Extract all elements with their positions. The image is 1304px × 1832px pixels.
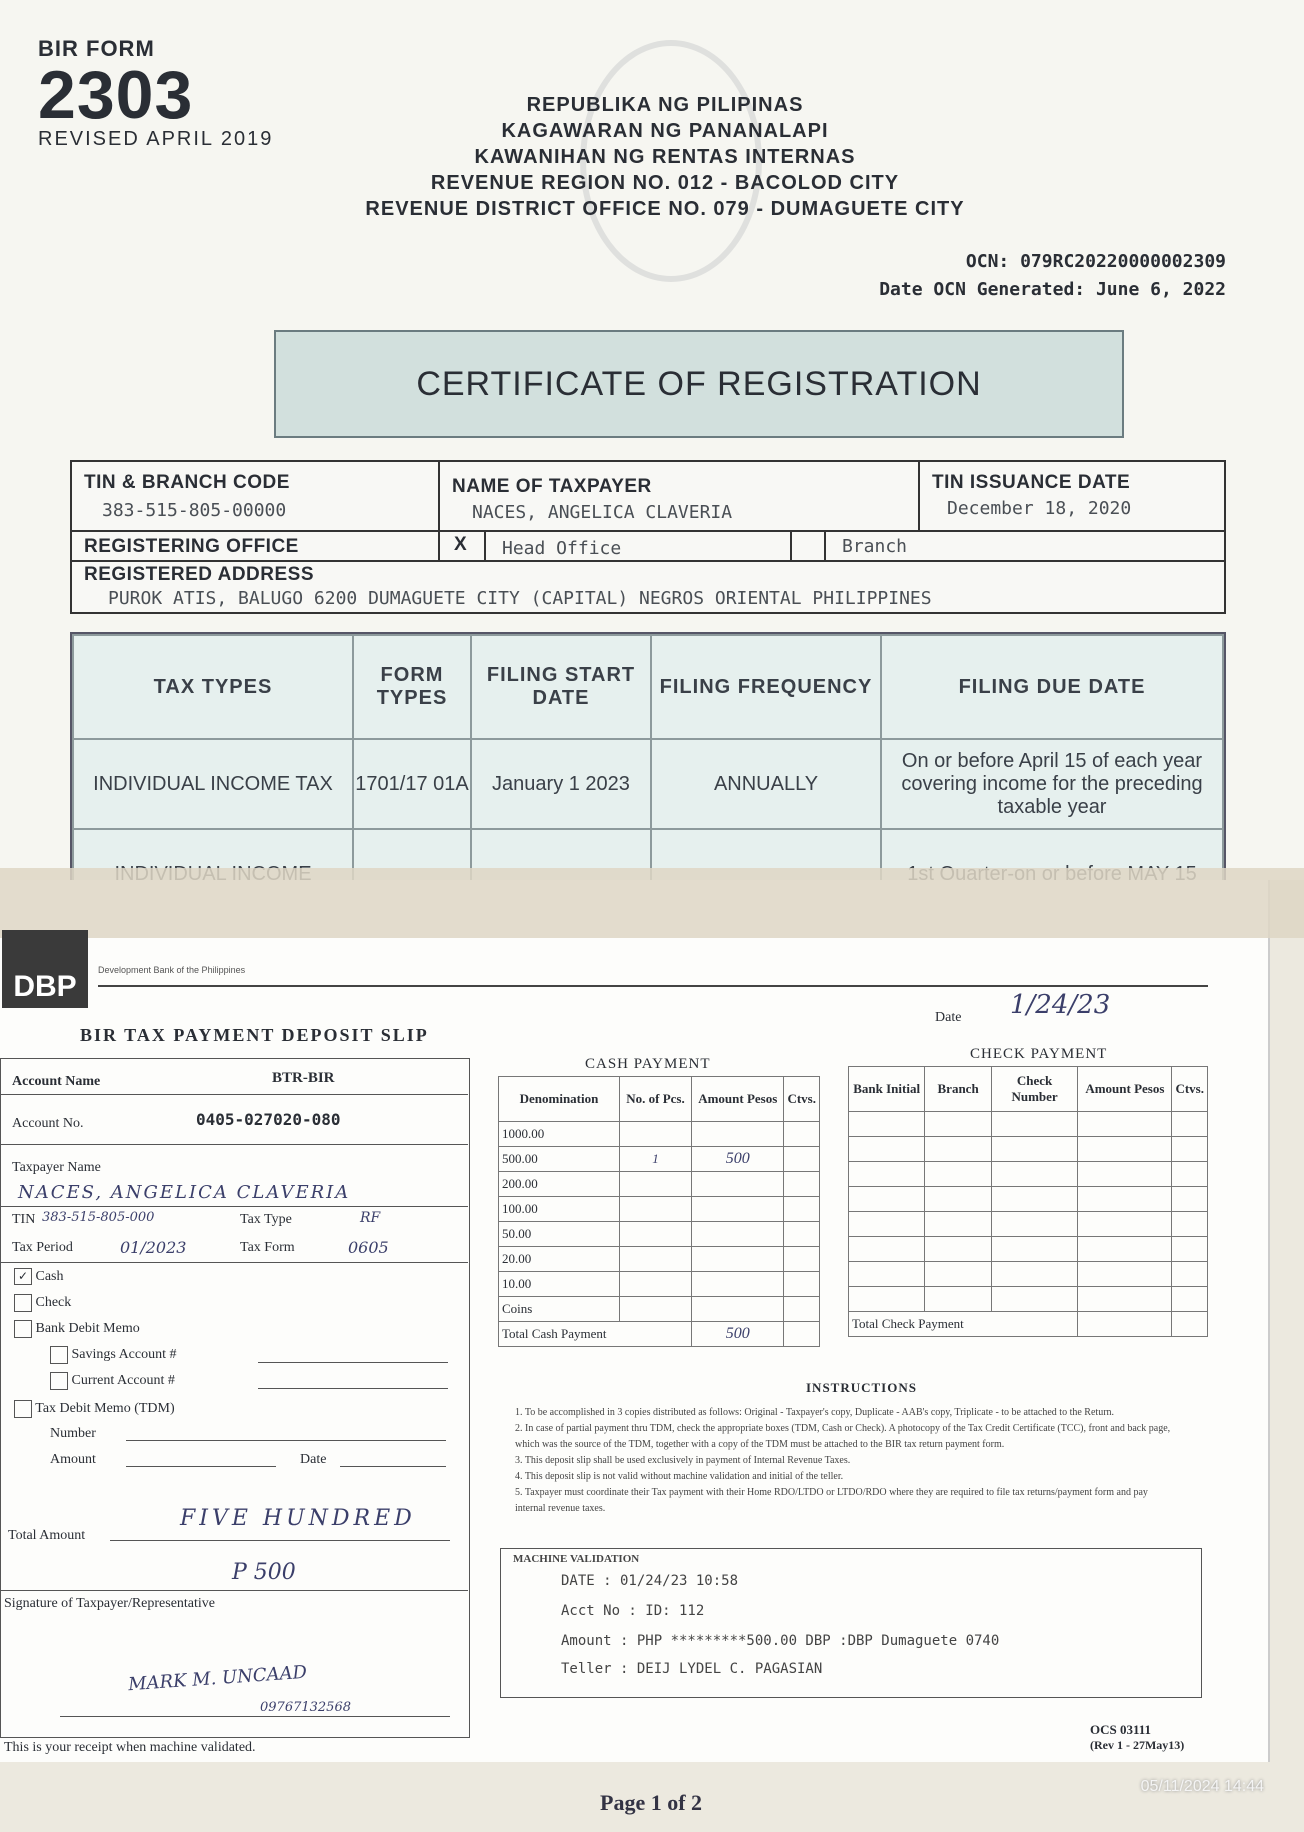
name-label: NAME OF TAXPAYER — [452, 476, 652, 497]
pcs-cell — [619, 1297, 691, 1322]
start-date-cell: January 1 2023 — [471, 739, 651, 829]
form-label: BIR FORM — [38, 36, 155, 61]
table-row — [499, 1297, 820, 1322]
amount-cell — [692, 1297, 784, 1322]
denomination-cell: 1000.00 — [499, 1122, 620, 1147]
checkbox[interactable] — [14, 1320, 32, 1338]
signature-label: Signature of Taxpayer/Representative — [4, 1596, 216, 1611]
ctvs-cell — [784, 1272, 820, 1297]
ocn-date: Date OCN Generated: June 6, 2022 — [879, 279, 1226, 300]
total-amount-figure: P 500 — [232, 1560, 296, 1585]
tax-form-label: Tax Form — [240, 1240, 295, 1255]
amount-cell: 500 — [692, 1147, 784, 1172]
check-col-amount: Amount Pesos — [1078, 1067, 1172, 1112]
header-rule — [98, 985, 1208, 987]
denomination-cell: 500.00 — [499, 1147, 620, 1172]
frequency-cell: ANNUALLY — [651, 739, 881, 829]
account-no-value: 0405-027020-080 — [196, 1110, 341, 1129]
tax-type-value: RF — [360, 1210, 381, 1226]
total-cash-value: 500 — [692, 1322, 784, 1347]
col-tax-types: TAX TYPES — [73, 635, 353, 739]
taxpayer-name-value: NACES, ANGELICA CLAVERIA — [18, 1182, 351, 1203]
cash-payment-table — [498, 1076, 820, 1347]
checkbox[interactable] — [14, 1294, 32, 1312]
denomination-cell: 100.00 — [499, 1197, 620, 1222]
tape-strip — [0, 868, 1304, 938]
ocn-number: OCN: 079RC20220000002309 — [965, 251, 1226, 272]
pcs-cell — [619, 1197, 691, 1222]
tax-period-label: Tax Period — [12, 1240, 73, 1255]
table-row — [499, 1122, 820, 1147]
denomination-cell: 20.00 — [499, 1247, 620, 1272]
col-filing-due: FILING DUE DATE — [881, 635, 1223, 739]
savings-account-option[interactable] — [50, 1346, 177, 1364]
ctvs-cell — [784, 1247, 820, 1272]
amount-cell — [692, 1247, 784, 1272]
bank-name: Development Bank of the Philippines — [98, 965, 246, 975]
table-row — [73, 739, 1223, 829]
ctvs-cell — [784, 1222, 820, 1247]
table-row — [499, 1222, 820, 1247]
payment-check-option[interactable] — [14, 1294, 71, 1312]
ocn-block — [879, 248, 1226, 304]
form-id-block — [38, 36, 273, 151]
instruction-item: 1. To be accomplished in 3 copies distributed as follows: Original - Taxpayer's copy, Duplicate - AAB's copy, Triplicate - to be attached to the Return. — [515, 1407, 1115, 1418]
check-label: Check — [35, 1295, 72, 1310]
account-name-label: Account Name — [12, 1074, 101, 1089]
pcs-cell — [619, 1122, 691, 1147]
number-label: Number — [50, 1426, 96, 1441]
cash-col-denom: Denomination — [499, 1077, 620, 1122]
due-date-cell: On or before April 15 of each year covering income for the preceding taxable year — [881, 739, 1223, 829]
machine-line: Amount : PHP *********500.00 DBP :DBP Dumaguete 0740 — [561, 1633, 1000, 1649]
agency-header — [330, 92, 1000, 222]
checkbox[interactable] — [50, 1372, 68, 1390]
agency-line: REPUBLIKA NG PILIPINAS — [526, 94, 804, 116]
machine-line: Teller : DEIJ LYDEL C. PAGASIAN — [561, 1661, 823, 1677]
checkbox[interactable] — [14, 1400, 32, 1418]
table-row — [499, 1247, 820, 1272]
slip-title: BIR TAX PAYMENT DEPOSIT SLIP — [80, 1025, 429, 1045]
tin-value: 383-515-805-00000 — [102, 500, 287, 521]
head-office-mark: X — [454, 534, 467, 555]
col-filing-frequency: FILING FREQUENCY — [651, 635, 881, 739]
table-row — [849, 1212, 1208, 1237]
instructions-list — [515, 1405, 1175, 1517]
taxpayer-name-label: Taxpayer Name — [12, 1160, 101, 1175]
ctvs-cell — [784, 1122, 820, 1147]
cash-col-amount: Amount Pesos — [692, 1077, 784, 1122]
issuance-label: TIN ISSUANCE DATE — [932, 472, 1131, 493]
col-filing-start: FILING START DATE — [471, 635, 651, 739]
instruction-item: 5. Taxpayer must coordinate their Tax payment with their Home RDO/LTDO or LTDO/RDO where they are required to file tax returns/payment form and pay internal revenue taxes. — [515, 1487, 1148, 1514]
col-form-types: FORM TYPES — [353, 635, 471, 739]
instructions-title: INSTRUCTIONS — [806, 1380, 917, 1395]
amount-cell — [692, 1197, 784, 1222]
tax-type-cell: INDIVIDUAL INCOME TAX — [73, 739, 353, 829]
amount-cell — [692, 1122, 784, 1147]
address-label: REGISTERED ADDRESS — [84, 564, 314, 585]
denomination-cell: 50.00 — [499, 1222, 620, 1247]
cash-col-ctvs: Ctvs. — [784, 1077, 820, 1122]
ctvs-cell — [784, 1322, 820, 1347]
ctvs-cell — [784, 1297, 820, 1322]
amount-cell — [692, 1222, 784, 1247]
table-row — [499, 1172, 820, 1197]
branch-label: Branch — [842, 536, 908, 557]
cash-col-pcs: No. of Pcs. — [619, 1077, 691, 1122]
tax-types-table — [70, 632, 1226, 886]
ctvs-cell — [784, 1172, 820, 1197]
amount-cell — [692, 1272, 784, 1297]
tax-period-value: 01/2023 — [120, 1238, 187, 1257]
instruction-item: 2. In case of partial payment thru TDM, check the appropriate boxes (TDM, Cash or Check). A photocopy of the Tax Credit Certificate (TCC), front and back page, which was the source of the TDM, together with a copy of the TDM must be attached to the BIR tax return payment form. — [515, 1423, 1171, 1450]
registering-office-label: REGISTERING OFFICE — [84, 536, 299, 557]
pcs-cell — [619, 1222, 691, 1247]
pcs-cell — [619, 1247, 691, 1272]
amount-cell — [692, 1172, 784, 1197]
receipt-note: This is your receipt when machine validated. — [4, 1740, 256, 1755]
total-amount-label: Total Amount — [8, 1528, 86, 1543]
table-row — [849, 1137, 1208, 1162]
name-value: NACES, ANGELICA CLAVERIA — [472, 502, 733, 523]
signature-value: MARK M. UNCAAD — [127, 1661, 308, 1696]
denomination-cell: 200.00 — [499, 1172, 620, 1197]
table-row — [499, 1272, 820, 1297]
bdm-label: Bank Debit Memo — [35, 1321, 140, 1336]
tdm-option[interactable] — [14, 1400, 175, 1418]
current-account-option[interactable] — [50, 1372, 175, 1390]
slip-tin-label: TIN — [12, 1212, 36, 1227]
table-row — [499, 1197, 820, 1222]
agency-line: REVENUE DISTRICT OFFICE NO. 079 - DUMAGUETE CITY — [365, 198, 965, 220]
check-payment-table — [848, 1066, 1208, 1337]
dbp-logo: DBP — [2, 930, 88, 1008]
amount-label: Amount — [50, 1452, 96, 1467]
head-office-label: Head Office — [502, 538, 622, 559]
table-row — [849, 1262, 1208, 1287]
account-name-value: BTR-BIR — [272, 1070, 335, 1086]
taxpayer-info-box — [70, 460, 1226, 614]
form-type-cell: 1701/17 01A — [353, 739, 471, 829]
agency-line: KAGAWARAN NG PANANALAPI — [501, 120, 829, 142]
slip-tin-value: 383-515-805-000 — [42, 1210, 155, 1225]
table-row — [849, 1287, 1208, 1312]
agency-line: REVENUE REGION NO. 012 - BACOLOD CITY — [430, 172, 900, 194]
total-amount-words: FIVE HUNDRED — [180, 1506, 416, 1531]
form-number: 2303 — [38, 57, 194, 133]
tax-form-value: 0605 — [348, 1238, 389, 1257]
pcs-cell — [619, 1172, 691, 1197]
photo-timestamp: 05/11/2024 14:44 — [1140, 1778, 1264, 1795]
denomination-cell: 10.00 — [499, 1272, 620, 1297]
pcs-cell — [619, 1272, 691, 1297]
table-row — [849, 1112, 1208, 1137]
page-indicator: Page 1 of 2 — [600, 1790, 703, 1815]
date-small-label: Date — [300, 1452, 327, 1467]
ctvs-cell — [784, 1147, 820, 1172]
check-col-number: Check Number — [991, 1067, 1077, 1112]
check-col-branch: Branch — [925, 1067, 992, 1112]
machine-line: DATE : 01/24/23 10:58 — [561, 1573, 739, 1589]
tin-label: TIN & BRANCH CODE — [84, 472, 290, 493]
payment-bdm-option[interactable] — [14, 1320, 140, 1338]
ctvs-cell — [784, 1197, 820, 1222]
total-cash-label: Total Cash Payment — [499, 1322, 692, 1347]
machine-label: MACHINE VALIDATION — [513, 1553, 640, 1565]
table-row — [849, 1312, 1208, 1337]
account-no-label: Account No. — [12, 1116, 84, 1131]
date-value: 1/24/23 — [1010, 990, 1111, 1020]
signature-phone: 09767132568 — [260, 1700, 351, 1715]
certificate-title: CERTIFICATE OF REGISTRATION — [274, 330, 1124, 438]
cash-label: Cash — [35, 1269, 64, 1284]
table-row — [499, 1147, 820, 1172]
table-row — [499, 1322, 820, 1347]
instruction-item: 4. This deposit slip is not valid without machine validation and initial of the teller. — [515, 1471, 844, 1482]
machine-line: Acct No : ID: 112 — [561, 1603, 705, 1619]
tax-type-label: Tax Type — [240, 1212, 292, 1227]
denomination-cell: Coins — [499, 1297, 620, 1322]
checkbox[interactable] — [50, 1346, 68, 1364]
total-check-label: Total Check Payment — [849, 1312, 1078, 1337]
tdm-label: Tax Debit Memo (TDM) — [35, 1401, 175, 1416]
form-rev: (Rev 1 - 27May13) — [1090, 1738, 1185, 1752]
table-row — [849, 1162, 1208, 1187]
savings-label: Savings Account # — [71, 1347, 177, 1362]
issuance-value: December 18, 2020 — [947, 498, 1132, 519]
check-col-ctvs: Ctvs. — [1172, 1067, 1208, 1112]
pcs-cell: 1 — [619, 1147, 691, 1172]
date-label: Date — [935, 1010, 962, 1025]
current-label: Current Account # — [71, 1373, 175, 1388]
address-value: PUROK ATIS, BALUGO 6200 DUMAGUETE CITY (CAPITAL) NEGROS ORIENTAL PHILIPPINES — [108, 588, 932, 609]
form-revision: REVISED APRIL 2019 — [38, 128, 274, 150]
table-row — [849, 1237, 1208, 1262]
form-code: OCS 03111 — [1090, 1722, 1152, 1737]
machine-validation-box — [500, 1548, 1202, 1698]
payment-cash-option[interactable] — [14, 1268, 64, 1285]
checkbox[interactable]: ✓ — [14, 1268, 32, 1285]
cash-payment-title: CASH PAYMENT — [585, 1056, 711, 1072]
check-col-bank: Bank Initial — [849, 1067, 925, 1112]
instruction-item: 3. This deposit slip shall be used exclusively in payment of Internal Revenue Taxes. — [515, 1455, 851, 1466]
table-row — [849, 1187, 1208, 1212]
check-payment-title: CHECK PAYMENT — [970, 1046, 1108, 1062]
agency-line: KAWANIHAN NG RENTAS INTERNAS — [474, 146, 856, 168]
